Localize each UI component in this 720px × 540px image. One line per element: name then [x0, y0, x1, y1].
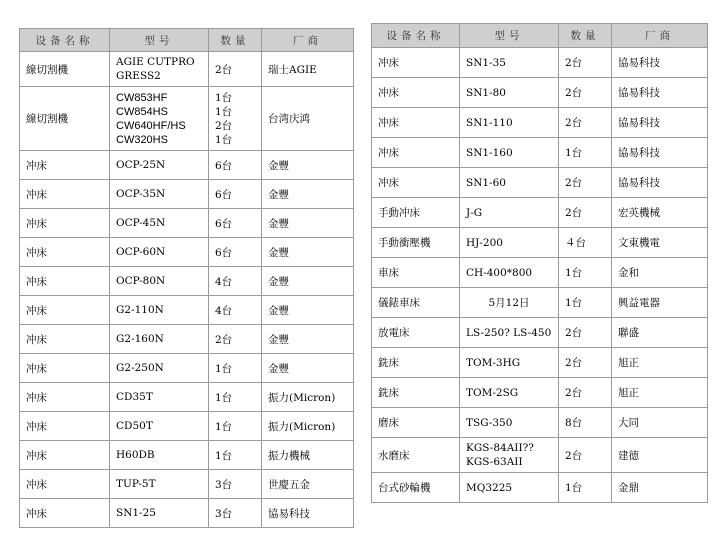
header-model: 型号	[460, 24, 559, 48]
cell-name: 冲床	[20, 209, 110, 238]
cell-model: 5月12日	[460, 288, 559, 318]
cell-model: OCP-60N	[110, 238, 209, 267]
cell-model: J-G	[460, 198, 559, 228]
cell-model: SN1-35	[460, 48, 559, 78]
cell-maker: 金豐	[262, 296, 354, 325]
model-line: CW854HS	[116, 105, 168, 118]
cell-name: 車床	[372, 258, 460, 288]
cell-qty: 2台	[559, 48, 612, 78]
cell-qty: 1台	[559, 288, 612, 318]
model-line: AGIE CUTPRO	[116, 56, 195, 68]
cell-qty: 6台	[209, 209, 262, 238]
cell-name: 銑床	[372, 378, 460, 408]
table-row	[372, 78, 708, 108]
cell-model: TUP-5T	[110, 470, 209, 499]
cell-maker: 協易科技	[612, 48, 708, 78]
cell-model: OCP-45N	[110, 209, 209, 238]
cell-model	[110, 87, 209, 151]
cell-qty: 2台	[559, 198, 612, 228]
cell-maker: 金和	[612, 258, 708, 288]
cell-model: H60DB	[110, 441, 209, 470]
cell-qty: 1台	[209, 383, 262, 412]
cell-name: 冲床	[20, 180, 110, 209]
table-row	[20, 412, 354, 441]
header-qty: 数量	[209, 29, 262, 52]
cell-qty: 2台	[559, 348, 612, 378]
table-row	[372, 228, 708, 258]
cell-qty: 3台	[209, 470, 262, 499]
cell-name: 手動衝壓機	[372, 228, 460, 258]
cell-name: 冲床	[20, 470, 110, 499]
table-row	[372, 438, 708, 473]
model-line: GRESS2	[116, 70, 161, 82]
table-row	[20, 52, 354, 87]
cell-qty: 1台	[559, 138, 612, 168]
header-model: 型号	[110, 29, 209, 52]
cell-maker: 金豐	[262, 354, 354, 383]
table-row	[20, 180, 354, 209]
cell-model: G2-250N	[110, 354, 209, 383]
model-line: KGS-63AII	[466, 456, 523, 468]
table-row	[372, 473, 708, 503]
header-row	[372, 24, 708, 48]
qty-line: 1台	[215, 91, 233, 104]
cell-name: 磨床	[372, 408, 460, 438]
table-row	[372, 198, 708, 228]
cell-qty: 2台	[209, 52, 262, 87]
equipment-table-left	[19, 28, 354, 528]
cell-qty: 2台	[209, 325, 262, 354]
cell-qty: 2台	[559, 78, 612, 108]
header-row	[20, 29, 354, 52]
cell-qty: 1台	[209, 441, 262, 470]
cell-model: CD50T	[110, 412, 209, 441]
cell-qty: 6台	[209, 180, 262, 209]
cell-model: OCP-80N	[110, 267, 209, 296]
cell-qty: 2台	[559, 318, 612, 348]
cell-qty: 4台	[209, 296, 262, 325]
cell-model: TOM-3HG	[460, 348, 559, 378]
table-row	[20, 499, 354, 528]
cell-name: 銑床	[372, 348, 460, 378]
cell-maker: 興益電器	[612, 288, 708, 318]
cell-qty: 3台	[209, 499, 262, 528]
cell-maker: 振力(Micron)	[262, 383, 354, 412]
cell-maker: 金豐	[262, 209, 354, 238]
model-line: KGS-84AII??	[466, 442, 534, 454]
cell-name: 冲床	[372, 138, 460, 168]
cell-qty: 2台	[559, 108, 612, 138]
cell-maker: 金豐	[262, 325, 354, 354]
table-row	[20, 383, 354, 412]
cell-qty: 1台	[559, 258, 612, 288]
cell-name: 冲床	[372, 168, 460, 198]
table-row	[372, 108, 708, 138]
table-row	[20, 209, 354, 238]
cell-qty: 6台	[209, 151, 262, 180]
cell-maker: 協易科技	[612, 108, 708, 138]
cell-qty: 8台	[559, 408, 612, 438]
cell-name: 手動冲床	[372, 198, 460, 228]
header-qty: 数量	[559, 24, 612, 48]
cell-name: 冲床	[20, 267, 110, 296]
cell-name: 冲床	[20, 383, 110, 412]
cell-model: OCP-25N	[110, 151, 209, 180]
cell-qty: 6台	[209, 238, 262, 267]
cell-name: 冲床	[20, 354, 110, 383]
table-row	[372, 138, 708, 168]
cell-maker: 協易科技	[612, 168, 708, 198]
cell-maker: 金豐	[262, 267, 354, 296]
cell-qty: 1台	[209, 412, 262, 441]
cell-name: 冲床	[372, 48, 460, 78]
cell-maker: 協易科技	[612, 138, 708, 168]
cell-model: MQ3225	[460, 473, 559, 503]
cell-maker: 聯盛	[612, 318, 708, 348]
equipment-table-right	[371, 23, 708, 503]
table-row	[20, 354, 354, 383]
cell-maker: 協易科技	[612, 78, 708, 108]
table-row	[372, 48, 708, 78]
qty-line: 2台	[215, 119, 233, 132]
cell-maker: 文東機電	[612, 228, 708, 258]
cell-maker: 世慶五金	[262, 470, 354, 499]
cell-model: OCP-35N	[110, 180, 209, 209]
cell-name: 台式砂輪機	[372, 473, 460, 503]
cell-model	[110, 52, 209, 87]
cell-maker: 旭正	[612, 378, 708, 408]
cell-model	[460, 438, 559, 473]
cell-maker: 金豐	[262, 238, 354, 267]
cell-name: 冲床	[20, 441, 110, 470]
table-row	[372, 378, 708, 408]
cell-maker: 旭正	[612, 348, 708, 378]
table-row	[372, 168, 708, 198]
table-row	[372, 318, 708, 348]
table-row	[20, 87, 354, 151]
table-row	[372, 258, 708, 288]
cell-name: 冲床	[20, 412, 110, 441]
cell-maker: 金豐	[262, 180, 354, 209]
model-line: CW320HS	[116, 133, 168, 146]
cell-maker: 金鼎	[612, 473, 708, 503]
table-row	[20, 441, 354, 470]
table-row	[372, 408, 708, 438]
cell-maker: 振力(Micron)	[262, 412, 354, 441]
cell-model: SN1-80	[460, 78, 559, 108]
cell-name: 線切割機	[20, 87, 110, 151]
cell-maker: 大同	[612, 408, 708, 438]
cell-model: CD35T	[110, 383, 209, 412]
qty-line: 1台	[215, 133, 233, 146]
qty-line: 1台	[215, 105, 233, 118]
header-maker: 厂商	[262, 29, 354, 52]
cell-name: 冲床	[20, 296, 110, 325]
cell-model: LS-250? LS-450	[460, 318, 559, 348]
model-line: CW853HF	[116, 91, 168, 104]
cell-name: 冲床	[20, 325, 110, 354]
cell-qty: 2台	[559, 378, 612, 408]
cell-qty: 2台	[559, 168, 612, 198]
cell-qty	[209, 87, 262, 151]
cell-model: CH-400*800	[460, 258, 559, 288]
cell-maker: 瑞士AGIE	[262, 52, 354, 87]
cell-maker: 建德	[612, 438, 708, 473]
header-name: 设备名称	[20, 29, 110, 52]
cell-qty: 2台	[559, 438, 612, 473]
cell-model: TSG-350	[460, 408, 559, 438]
header-name: 设备名称	[372, 24, 460, 48]
cell-qty: 1台	[209, 354, 262, 383]
cell-name: 放電床	[372, 318, 460, 348]
cell-name: 水磨床	[372, 438, 460, 473]
model-line: CW640HF/HS	[116, 119, 186, 132]
table-row	[20, 151, 354, 180]
cell-model: SN1-25	[110, 499, 209, 528]
cell-qty: 4台	[209, 267, 262, 296]
cell-name: 冲床	[372, 108, 460, 138]
cell-qty: ４台	[559, 228, 612, 258]
cell-name: 冲床	[20, 499, 110, 528]
cell-name: 冲床	[20, 238, 110, 267]
cell-name: 線切割機	[20, 52, 110, 87]
cell-model: SN1-160	[460, 138, 559, 168]
cell-maker: 協易科技	[262, 499, 354, 528]
cell-model: TOM-2SG	[460, 378, 559, 408]
cell-model: G2-110N	[110, 296, 209, 325]
cell-model: G2-160N	[110, 325, 209, 354]
cell-name: 冲床	[372, 78, 460, 108]
cell-model: HJ-200	[460, 228, 559, 258]
cell-maker: 台湾庆鸿	[262, 87, 354, 151]
table-row	[20, 238, 354, 267]
cell-maker: 金豐	[262, 151, 354, 180]
table-row	[20, 470, 354, 499]
cell-maker: 宏英機械	[612, 198, 708, 228]
cell-name: 儀錶車床	[372, 288, 460, 318]
cell-name: 冲床	[20, 151, 110, 180]
cell-maker: 振力機械	[262, 441, 354, 470]
table-row	[372, 288, 708, 318]
table-row	[20, 267, 354, 296]
table-row	[372, 348, 708, 378]
table-row	[20, 296, 354, 325]
cell-model: SN1-60	[460, 168, 559, 198]
table-row	[20, 325, 354, 354]
cell-model: SN1-110	[460, 108, 559, 138]
header-maker: 厂商	[612, 24, 708, 48]
cell-qty: 1台	[559, 473, 612, 503]
